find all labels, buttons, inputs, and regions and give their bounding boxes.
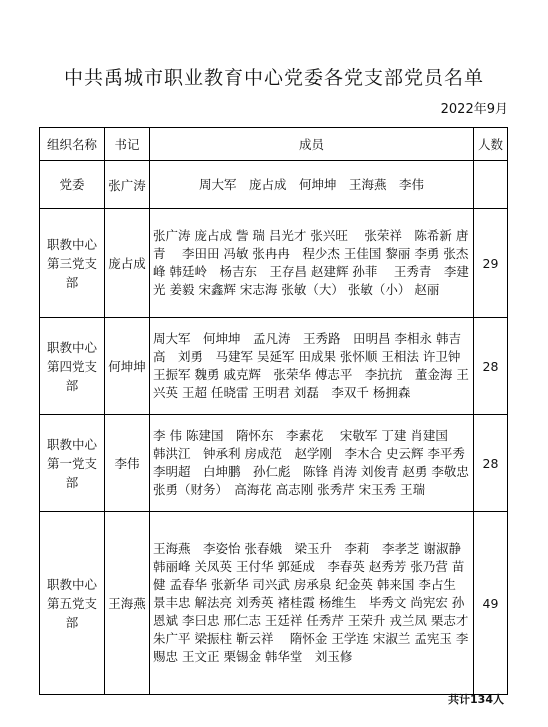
member-list: 王海燕 李姿怡 张春娥 梁玉升 李莉 李孝芝 谢淑静 韩丽峰 关凤英 王付华 郭延成 李春英 赵秀芳 张乃营 苗健 孟春华 张新华 司兴武 房承泉 纪金英 韩来国 李占生 景丰忠 解法亮 刘秀英 褚桂霞 杨维生 毕秀文 尚宪宏 孙恩斌 李曰忠 邢仁志 王廷祥 任秀芹 王荣升 戎兰凤 栗志才 朱广平 梁振柱 靳云祥 隋怀金 王学连 宋淑兰 孟宪玉 李赐忠 王文正 栗锡金 韩华堂 刘玉修: [150, 512, 474, 695]
member-count: 49: [474, 512, 508, 695]
member-list: 周大军 何坤坤 孟凡涛 王秀路 田明昌 李相永 韩吉高 刘勇 马建军 吴延军 田成果 张怀顺 王相法 许卫钟 王振军 魏勇 戚克辉 张荣华 傅志平 李抗抗 董金海 王兴英 王超 任晓雷 王明君 刘磊 李双千 杨拥森: [150, 318, 474, 415]
org-name: 党委: [40, 161, 105, 209]
secretary-name: 李伟: [105, 415, 150, 512]
table-row-branch-5: [40, 512, 508, 695]
member-list: 张广涛 庞占成 訾 瑞 吕光才 张兴旺 张荣祥 陈希新 唐青 李田田 冯敏 张冉冉 程少杰 王佳国 黎丽 李勇 张杰峰 韩廷岭 杨吉东 王存昌 赵建辉 孙菲 王秀青 李建光 姜毅 宋鑫辉 宋志海 张敏（大） 张敏（小） 赵丽: [150, 209, 474, 318]
member-count: 28: [474, 318, 508, 415]
header-count: 人数: [474, 128, 508, 161]
org-name: 职教中心第四党支部: [40, 318, 105, 415]
header-members: 成员: [150, 128, 474, 161]
table-header-row: [40, 128, 508, 161]
table-row-committee: [40, 161, 508, 209]
table-row-branch-1: [40, 415, 508, 512]
member-count: 28: [474, 415, 508, 512]
header-org: 组织名称: [40, 128, 105, 161]
member-count: 29: [474, 209, 508, 318]
secretary-name: 庞占成: [105, 209, 150, 318]
org-name: 职教中心第五党支部: [40, 512, 105, 695]
member-count: [474, 161, 508, 209]
secretary-name: 张广涛: [105, 161, 150, 209]
org-name: 职教中心第一党支部: [40, 415, 105, 512]
page-title: 中共禹城市职业教育中心党委各党支部党员名单: [63, 67, 484, 89]
member-list: 李 伟 陈建国 隋怀东 李素花 宋敬军 丁建 肖建国 韩洪江 钟承利 房成范 赵学刚 李木合 史云辉 李平秀 李明超 白坤鹏 孙仁彪 陈锋 肖涛 刘俊青 赵勇 李敬忠 张勇（财务） 高海花 高志刚 张秀芹 宋玉秀 王瑞: [150, 415, 474, 512]
document-date: 2022年9月: [440, 102, 508, 117]
secretary-name: 何坤坤: [105, 318, 150, 415]
total-count: 共计134人: [448, 693, 504, 706]
header-secretary: 书记: [105, 128, 150, 161]
table-row-branch-4: [40, 318, 508, 415]
table-row-branch-3: [40, 209, 508, 318]
secretary-name: 王海燕: [105, 512, 150, 695]
org-name: 职教中心第三党支部: [40, 209, 105, 318]
member-table: [39, 127, 508, 695]
member-list: 周大军 庞占成 何坤坤 王海燕 李伟: [150, 161, 474, 209]
